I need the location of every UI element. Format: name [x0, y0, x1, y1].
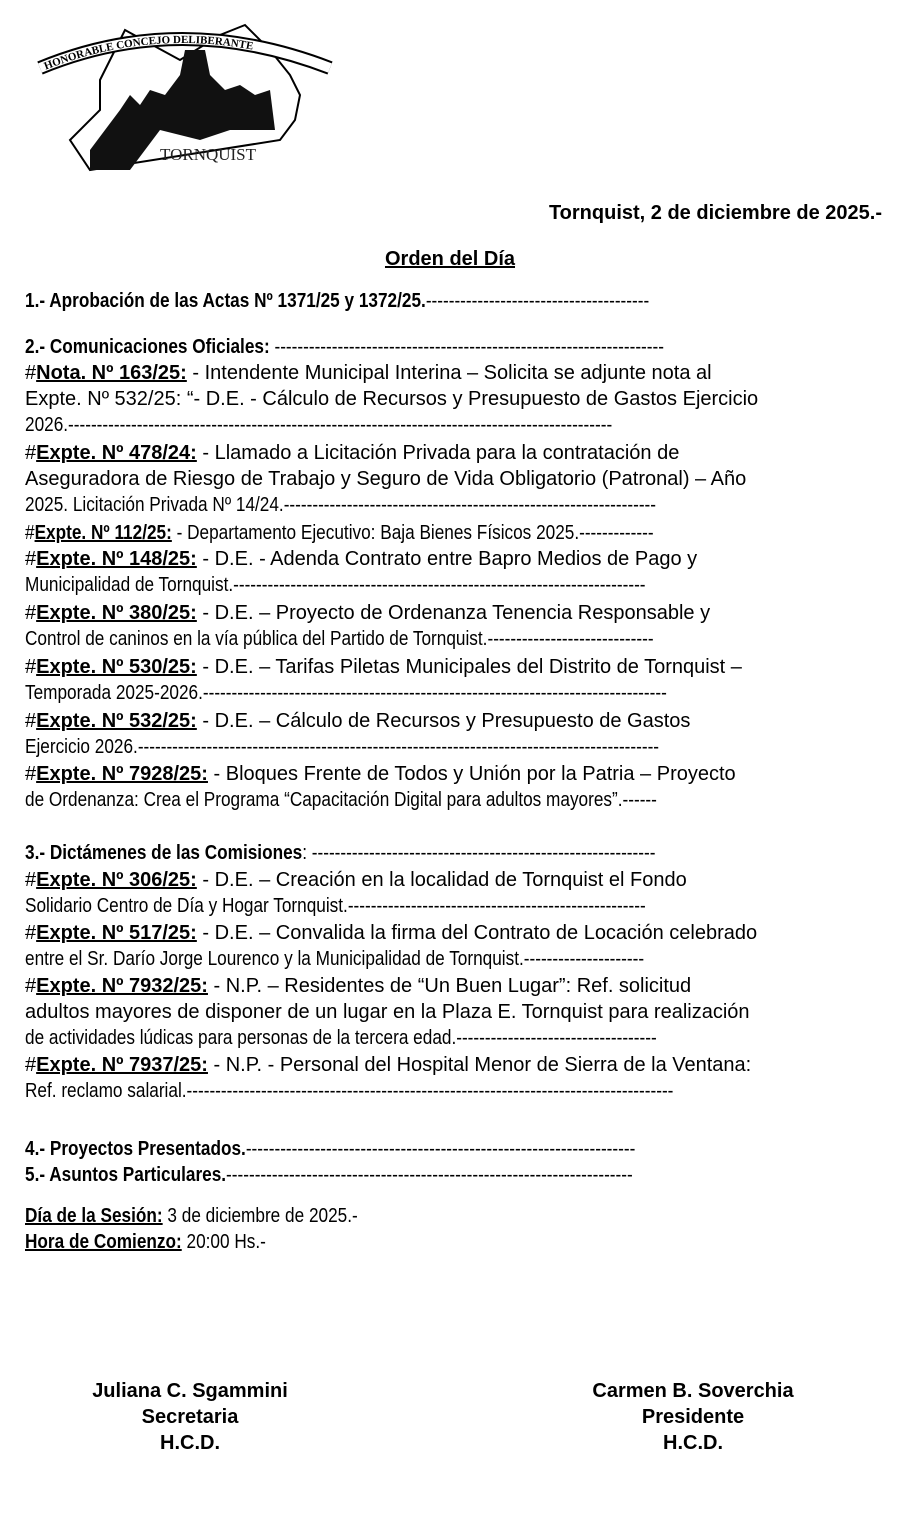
line-text: 2025. Licitación Privada Nº 14/24.-----------------------------------------------------------------: [25, 494, 657, 516]
agenda-line: [25, 893, 880, 919]
council-logo: [30, 20, 340, 175]
line-text: #: [25, 548, 37, 570]
reference-label: Hora de Comienzo:: [25, 1231, 182, 1253]
line-text: #: [25, 710, 37, 732]
reference-label: Expte. Nº 532/25:: [36, 710, 197, 732]
signature-left: Juliana C. Sgammini Secretaria H.C.D.: [92, 1380, 288, 1454]
line-text: #: [25, 602, 37, 624]
agenda-line: [25, 546, 880, 572]
reference-label: Expte. Nº 306/25:: [36, 869, 197, 891]
line-text: - N.P. – Residentes de “Un Buen Lugar”: Ref. solicitud: [207, 975, 692, 997]
agenda-line: [25, 412, 880, 438]
agenda-line: [25, 386, 880, 412]
agenda-line: [25, 466, 880, 492]
line-text: de Ordenanza: Crea el Programa “Capacitación Digital para adultos mayores”.------: [25, 789, 657, 811]
agenda-line: [25, 654, 880, 680]
agenda-line: [25, 1025, 880, 1051]
page-title: Orden del Día: [384, 248, 516, 270]
line-text: 5.- Asuntos Particulares.: [25, 1164, 227, 1186]
agenda-line: [25, 440, 880, 466]
line-text: - D.E. - Adenda Contrato entre Bapro Medios de Pago y: [196, 548, 698, 570]
agenda-line: [25, 1136, 880, 1162]
agenda-line: [25, 999, 880, 1025]
line-text: - D.E. – Creación en la localidad de Tornquist el Fondo: [196, 869, 687, 891]
line-text: Expte. Nº 532/25: “- D.E. - Cálculo de Recursos y Presupuesto de Gastos Ejercicio: [25, 388, 759, 410]
line-text: - D.E. – Tarifas Piletas Municipales del Distrito de Tornquist –: [196, 656, 742, 678]
svg-text:HONORABLE CONCEJO DELIBERANTE: HONORABLE CONCEJO DELIBERANTE: [42, 33, 255, 73]
line-text: adultos mayores de disponer de un lugar en la Plaza E. Tornquist para realización: [25, 1001, 750, 1023]
line-text: #: [25, 922, 37, 944]
line-text: 2.- Comunicaciones Oficiales:: [25, 336, 270, 358]
agenda-line: [25, 334, 880, 360]
reference-label: Expte. Nº 7928/25:: [36, 763, 208, 785]
agenda-line: [25, 708, 880, 734]
line-text: 2026.-----------------------------------------------------------------------------------------------: [25, 414, 613, 436]
agenda-line: [25, 787, 880, 813]
reference-label: Expte. Nº 517/25:: [36, 922, 197, 944]
signature-right: Carmen B. Soverchia Presidente H.C.D.: [592, 1380, 794, 1454]
line-text: de actividades lúdicas para personas de la tercera edad.-----------------------------------: [25, 1027, 657, 1049]
reference-label: Expte. Nº 478/24:: [36, 442, 197, 464]
line-text: - D.E. – Proyecto de Ordenanza Tenencia Responsable y: [196, 602, 711, 624]
line-text: Temporada 2025-2026.---------------------------------------------------------------------------------: [25, 682, 667, 704]
agenda-line: [25, 761, 880, 787]
line-text: : ------------------------------------------------------------: [302, 842, 656, 864]
line-text: 1.- Aprobación de las Actas Nº 1371/25 y 1372/25.: [25, 290, 426, 312]
agenda-line: [25, 973, 880, 999]
line-text: - D.E. – Cálculo de Recursos y Presupuesto de Gastos: [196, 710, 691, 732]
line-text: 4.- Proyectos Presentados.: [25, 1138, 246, 1160]
line-text: --------------------------------------------------------------------: [245, 1138, 636, 1160]
reference-label: Expte. Nº 7937/25:: [36, 1054, 208, 1076]
line-text: #: [25, 869, 37, 891]
line-text: 3 de diciembre de 2025.-: [162, 1205, 358, 1227]
line-text: -----------------------------------------------------------------------: [226, 1164, 633, 1186]
line-text: Municipalidad de Tornquist.------------------------------------------------------------------------: [25, 574, 646, 596]
reference-label: Expte. Nº 148/25:: [36, 548, 197, 570]
line-text: - Intendente Municipal Interina – Solicita se adjunte nota al: [186, 362, 712, 384]
line-text: entre el Sr. Darío Jorge Lourenco y la Municipalidad de Tornquist.---------------------: [25, 948, 645, 970]
line-text: #: [25, 442, 37, 464]
line-text: - Bloques Frente de Todos y Unión por la Patria – Proyecto: [207, 763, 736, 785]
line-text: Ejercicio 2026.-------------------------------------------------------------------------------------------: [25, 736, 660, 758]
agenda-line: [25, 288, 880, 314]
line-text: #: [25, 656, 37, 678]
reference-label: Expte. Nº 7932/25:: [36, 975, 208, 997]
line-text: #: [25, 975, 37, 997]
line-text: - Llamado a Licitación Privada para la contratación de: [196, 442, 680, 464]
agenda-line: [25, 1052, 880, 1078]
line-text: #: [25, 1054, 37, 1076]
agenda-line: [25, 1162, 880, 1188]
line-text: - N.P. - Personal del Hospital Menor de Sierra de la Ventana:: [207, 1054, 752, 1076]
agenda-line: [25, 1229, 880, 1255]
line-text: 3.- Dictámenes de las Comisiones: [25, 842, 303, 864]
line-text: #: [25, 522, 35, 544]
reference-label: Día de la Sesión:: [25, 1205, 163, 1227]
agenda-line: [25, 840, 880, 866]
reference-label: Expte. Nº 380/25:: [36, 602, 197, 624]
line-text: --------------------------------------------------------------------: [269, 336, 664, 358]
line-text: ---------------------------------------: [425, 290, 650, 312]
agenda-line: [25, 492, 880, 518]
agenda-line: [25, 600, 880, 626]
line-text: #: [25, 362, 37, 384]
agenda-line: [25, 920, 880, 946]
agenda-line: [25, 572, 880, 598]
agenda-line: [25, 867, 880, 893]
line-text: #: [25, 763, 37, 785]
place-date: Tornquist, 2 de diciembre de 2025.-: [548, 202, 882, 224]
line-text: - Departamento Ejecutivo: Baja Bienes Físicos 2025.-------------: [171, 522, 654, 544]
agenda-line: [25, 626, 880, 652]
agenda-line: [25, 520, 880, 546]
agenda-line: [25, 1203, 880, 1229]
line-text: Solidario Centro de Día y Hogar Tornquist.----------------------------------------------------: [25, 895, 646, 917]
reference-label: Expte. Nº 112/25:: [34, 522, 172, 544]
line-text: - D.E. – Convalida la firma del Contrato de Locación celebrado: [196, 922, 758, 944]
agenda-line: [25, 946, 880, 972]
line-text: Ref. reclamo salarial.-------------------------------------------------------------------------------------: [25, 1080, 674, 1102]
agenda-line: [25, 680, 880, 706]
logo-town: TORNQUIST: [160, 145, 257, 164]
agenda-line: [25, 1078, 880, 1104]
agenda-line: [25, 360, 880, 386]
reference-label: Expte. Nº 530/25:: [36, 656, 197, 678]
line-text: 20:00 Hs.-: [181, 1231, 266, 1253]
agenda-line: [25, 734, 880, 760]
reference-label: Nota. Nº 163/25:: [36, 362, 187, 384]
line-text: Control de caninos en la vía pública del Partido de Tornquist.-----------------------------: [25, 628, 654, 650]
line-text: Aseguradora de Riesgo de Trabajo y Seguro de Vida Obligatorio (Patronal) – Año: [25, 468, 747, 490]
